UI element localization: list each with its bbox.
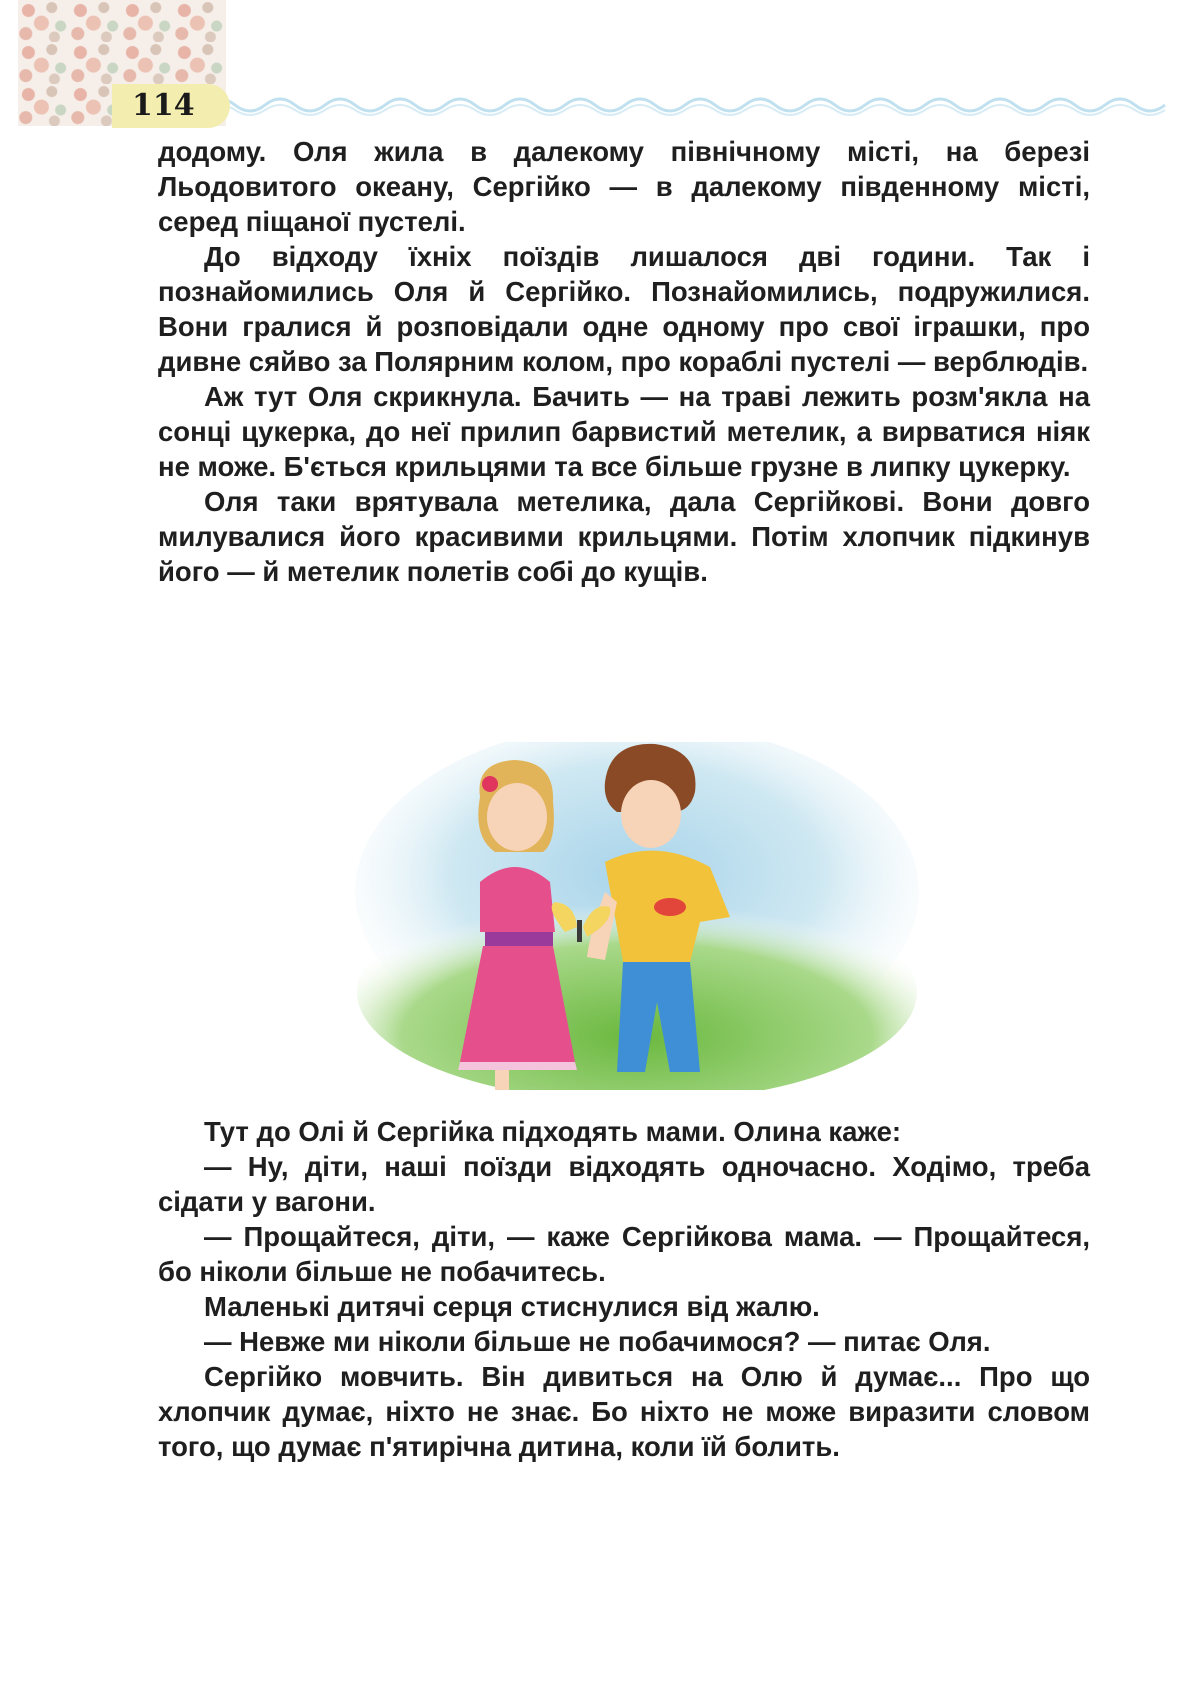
paragraph: Сергійко мовчить. Він дивиться на Олю й думає... Про що хлопчик думає, ніхто не знає. Бо ніхто не може виразити словом того, що думає п'ятирічна дитина, коли їй болить. xyxy=(158,1361,1090,1462)
paragraph: Маленькі дитячі серця стиснулися від жалю. xyxy=(204,1291,820,1322)
paragraph: Оля таки врятувала метелика, дала Сергійкові. Вони довго милувалися його красивими крильцями. Потім хлопчик підкинув його — й метелик полетів собі до кущів. xyxy=(158,486,1090,587)
paragraph: До відходу їхніх поїздів лишалося дві години. Так і познайомились Оля й Сергійко. Познайомились, подружилися. Вони гралися й розповідали одне одному про свої іграшки, про дивне сяйво за Полярним колом, про кораблі пустелі — верблюдів. xyxy=(158,241,1090,377)
decorative-wave-line xyxy=(205,90,1180,120)
dialogue-line: — Невже ми ніколи більше не побачимося? — питає Оля. xyxy=(204,1326,991,1357)
paragraph-continuation: додому. Оля жила в далекому північному місті, на березі Льодовитого океану, Сергійко — в далекому південному місті, серед піщаної пустелі. xyxy=(158,136,1090,237)
paragraph: Тут до Олі й Сергійка підходять мами. Олина каже: xyxy=(204,1116,902,1147)
children-butterfly-illustration xyxy=(355,742,920,1090)
story-text-bottom xyxy=(158,1114,1090,1464)
dialogue-line: — Прощайтеся, діти, — каже Сергійкова мама. — Прощайтеся, бо ніколи більше не побачитесь. xyxy=(158,1221,1090,1287)
paragraph: Аж тут Оля скрикнула. Бачить — на траві лежить розм'якла на сонці цукерка, до неї прилип барвистий метелик, а вирватися ніяк не може. Б'ється крильцями та все більше грузне в липку цукерку. xyxy=(158,381,1090,482)
dialogue-line: — Ну, діти, наші поїзди відходять одночасно. Ходімо, треба сідати у вагони. xyxy=(158,1151,1090,1217)
story-text-top xyxy=(158,134,1090,589)
page-number: 114 xyxy=(112,84,230,128)
